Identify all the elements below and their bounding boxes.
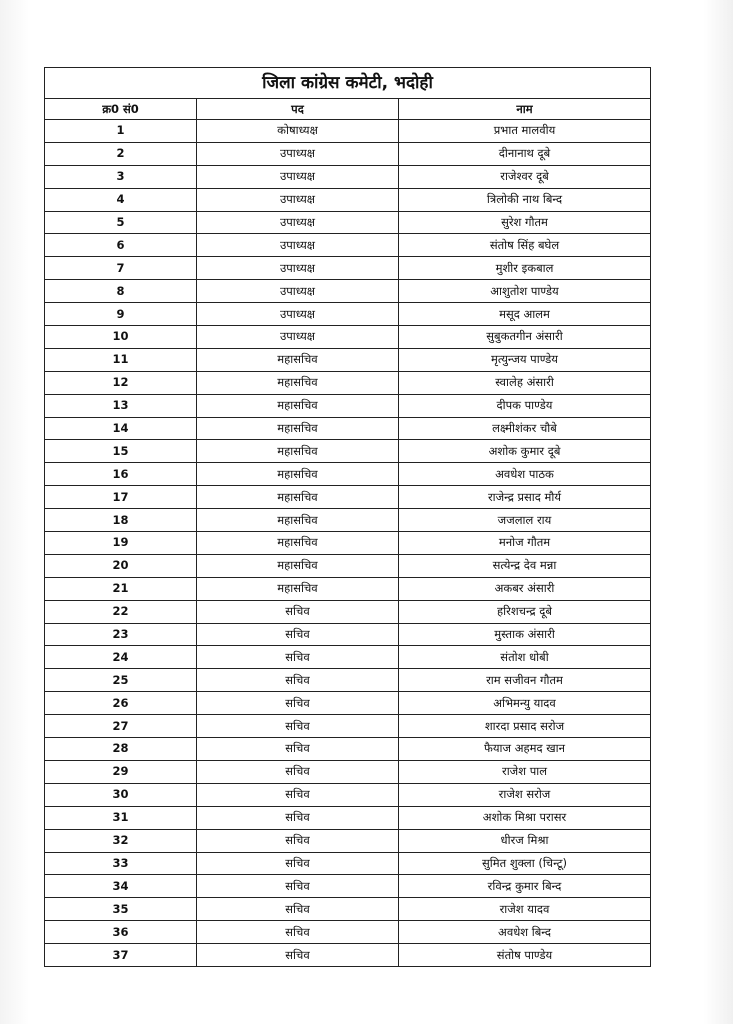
table-row: [45, 944, 651, 967]
table-row: [45, 738, 651, 761]
serial-cell: 7: [45, 257, 197, 280]
table-row: [45, 417, 651, 440]
name-cell: धीरज मिश्रा: [399, 829, 651, 852]
post-cell: सचिव: [197, 898, 399, 921]
name-cell: राजेन्द्र प्रसाद मौर्य: [399, 486, 651, 509]
serial-cell: 9: [45, 303, 197, 326]
header-row: [45, 99, 651, 120]
name-cell: अशोक कुमार दूबे: [399, 440, 651, 463]
name-cell: आशुतोश पाण्डेय: [399, 280, 651, 303]
table-row: [45, 898, 651, 921]
name-cell: प्रभात मालवीय: [399, 120, 651, 143]
post-cell: महासचिव: [197, 394, 399, 417]
serial-cell: 5: [45, 211, 197, 234]
table-row: [45, 623, 651, 646]
name-cell: मनोज गौतम: [399, 532, 651, 555]
table-row: [45, 120, 651, 143]
serial-cell: 29: [45, 760, 197, 783]
table-row: [45, 829, 651, 852]
post-cell: सचिव: [197, 738, 399, 761]
serial-cell: 28: [45, 738, 197, 761]
table-row: [45, 669, 651, 692]
serial-cell: 1: [45, 120, 197, 143]
table-row: [45, 715, 651, 738]
post-cell: महासचिव: [197, 463, 399, 486]
serial-cell: 23: [45, 623, 197, 646]
serial-cell: 16: [45, 463, 197, 486]
post-cell: सचिव: [197, 600, 399, 623]
post-cell: सचिव: [197, 669, 399, 692]
table-row: [45, 371, 651, 394]
name-cell: राजेश यादव: [399, 898, 651, 921]
serial-cell: 35: [45, 898, 197, 921]
name-cell: सुमित शुक्ला (चिन्टू): [399, 852, 651, 875]
table-row: [45, 211, 651, 234]
table-row: [45, 852, 651, 875]
name-cell: जजलाल राय: [399, 509, 651, 532]
serial-cell: 14: [45, 417, 197, 440]
name-cell: सत्येन्द्र देव मन्ना: [399, 554, 651, 577]
name-cell: संतोष पाण्डेय: [399, 944, 651, 967]
post-cell: उपाध्यक्ष: [197, 280, 399, 303]
serial-cell: 20: [45, 554, 197, 577]
post-cell: सचिव: [197, 829, 399, 852]
serial-cell: 32: [45, 829, 197, 852]
serial-cell: 10: [45, 326, 197, 349]
serial-cell: 24: [45, 646, 197, 669]
table-row: [45, 760, 651, 783]
table-row: [45, 806, 651, 829]
table-row: [45, 875, 651, 898]
serial-cell: 22: [45, 600, 197, 623]
serial-cell: 19: [45, 532, 197, 555]
serial-cell: 37: [45, 944, 197, 967]
table-row: [45, 600, 651, 623]
serial-cell: 15: [45, 440, 197, 463]
serial-cell: 21: [45, 577, 197, 600]
table-row: [45, 532, 651, 555]
name-cell: मुशीर इकबाल: [399, 257, 651, 280]
name-cell: राजेश्वर दूबे: [399, 165, 651, 188]
name-cell: राम सजीवन गौतम: [399, 669, 651, 692]
serial-cell: 18: [45, 509, 197, 532]
table-row: [45, 577, 651, 600]
serial-cell: 4: [45, 188, 197, 211]
post-cell: सचिव: [197, 921, 399, 944]
post-cell: उपाध्यक्ष: [197, 188, 399, 211]
serial-cell: 26: [45, 692, 197, 715]
table-row: [45, 326, 651, 349]
post-cell: महासचिव: [197, 348, 399, 371]
post-cell: सचिव: [197, 944, 399, 967]
name-cell: राजेश पाल: [399, 760, 651, 783]
name-cell: संतोश धोबी: [399, 646, 651, 669]
table-row: [45, 554, 651, 577]
serial-cell: 34: [45, 875, 197, 898]
serial-cell: 6: [45, 234, 197, 257]
post-cell: महासचिव: [197, 554, 399, 577]
name-cell: स्वालेह अंसारी: [399, 371, 651, 394]
name-cell: हरिशचन्द्र दूबे: [399, 600, 651, 623]
table-row: [45, 280, 651, 303]
name-cell: अवधेश बिन्द: [399, 921, 651, 944]
name-cell: अकबर अंसारी: [399, 577, 651, 600]
serial-cell: 2: [45, 142, 197, 165]
post-cell: सचिव: [197, 715, 399, 738]
table-row: [45, 234, 651, 257]
name-cell: त्रिलोकी नाथ बिन्द: [399, 188, 651, 211]
table-row: [45, 692, 651, 715]
name-cell: अवधेश पाठक: [399, 463, 651, 486]
serial-cell: 30: [45, 783, 197, 806]
committee-table: [44, 67, 651, 967]
post-cell: महासचिव: [197, 486, 399, 509]
table-row: [45, 921, 651, 944]
table-body: [45, 120, 651, 967]
name-cell: अभिमन्यु यादव: [399, 692, 651, 715]
name-cell: शारदा प्रसाद सरोज: [399, 715, 651, 738]
serial-cell: 11: [45, 348, 197, 371]
serial-cell: 31: [45, 806, 197, 829]
serial-cell: 3: [45, 165, 197, 188]
table-row: [45, 394, 651, 417]
table-row: [45, 646, 651, 669]
post-cell: उपाध्यक्ष: [197, 257, 399, 280]
serial-cell: 17: [45, 486, 197, 509]
table-row: [45, 188, 651, 211]
serial-cell: 25: [45, 669, 197, 692]
name-cell: रविन्द्र कुमार बिन्द: [399, 875, 651, 898]
name-cell: मुस्ताक अंसारी: [399, 623, 651, 646]
name-cell: फैयाज अहमद खान: [399, 738, 651, 761]
name-cell: अशोक मिश्रा परासर: [399, 806, 651, 829]
post-cell: सचिव: [197, 760, 399, 783]
serial-cell: 8: [45, 280, 197, 303]
post-cell: उपाध्यक्ष: [197, 165, 399, 188]
name-cell: सुबुकतगीन अंसारी: [399, 326, 651, 349]
post-cell: महासचिव: [197, 532, 399, 555]
table-row: [45, 463, 651, 486]
name-cell: दीपक पाण्डेय: [399, 394, 651, 417]
post-cell: उपाध्यक्ष: [197, 326, 399, 349]
table-row: [45, 142, 651, 165]
name-cell: दीनानाथ दूबे: [399, 142, 651, 165]
name-cell: मृत्युन्जय पाण्डेय: [399, 348, 651, 371]
serial-cell: 12: [45, 371, 197, 394]
post-cell: सचिव: [197, 623, 399, 646]
serial-cell: 33: [45, 852, 197, 875]
table-row: [45, 303, 651, 326]
post-cell: महासचिव: [197, 509, 399, 532]
table-title: जिला कांग्रेस कमेटी, भदोही: [45, 68, 651, 99]
post-cell: महासचिव: [197, 577, 399, 600]
post-cell: सचिव: [197, 692, 399, 715]
table-row: [45, 783, 651, 806]
name-cell: संतोष सिंह बघेल: [399, 234, 651, 257]
table-row: [45, 348, 651, 371]
name-header: नाम: [399, 99, 651, 120]
name-cell: राजेश सरोज: [399, 783, 651, 806]
post-cell: सचिव: [197, 875, 399, 898]
serial-cell: 27: [45, 715, 197, 738]
post-cell: उपाध्यक्ष: [197, 211, 399, 234]
post-cell: सचिव: [197, 806, 399, 829]
post-cell: सचिव: [197, 646, 399, 669]
post-header: पद: [197, 99, 399, 120]
post-cell: उपाध्यक्ष: [197, 234, 399, 257]
post-cell: कोषाध्यक्ष: [197, 120, 399, 143]
table-row: [45, 257, 651, 280]
serial-header: क्र0 सं0: [45, 99, 197, 120]
name-cell: मसूद आलम: [399, 303, 651, 326]
table-row: [45, 440, 651, 463]
post-cell: सचिव: [197, 783, 399, 806]
post-cell: उपाध्यक्ष: [197, 303, 399, 326]
post-cell: उपाध्यक्ष: [197, 142, 399, 165]
post-cell: महासचिव: [197, 371, 399, 394]
name-cell: सुरेश गौतम: [399, 211, 651, 234]
post-cell: महासचिव: [197, 440, 399, 463]
post-cell: सचिव: [197, 852, 399, 875]
serial-cell: 13: [45, 394, 197, 417]
table-row: [45, 486, 651, 509]
name-cell: लक्ष्मीशंकर चौबे: [399, 417, 651, 440]
serial-cell: 36: [45, 921, 197, 944]
table-row: [45, 165, 651, 188]
table-row: [45, 509, 651, 532]
post-cell: महासचिव: [197, 417, 399, 440]
